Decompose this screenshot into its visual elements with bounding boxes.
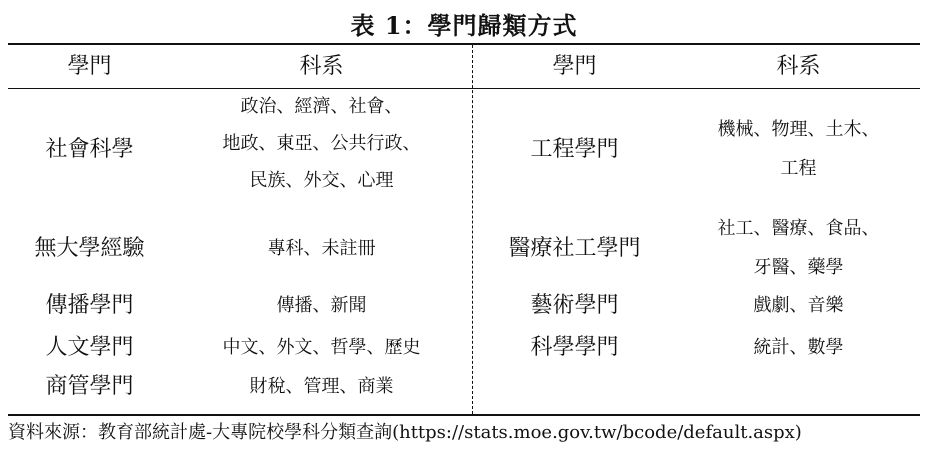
department-line: 專科、未註冊 (267, 238, 376, 259)
department-line: 民族、外交、心理 (249, 170, 394, 191)
departments-social-science (171, 92, 472, 196)
department-line: 地政、東亞、公共行政、 (222, 133, 421, 154)
department-line: 戲劇、音樂 (753, 295, 844, 316)
table-title: 表 1：學門歸類方式 (350, 11, 578, 40)
departments-humanities (171, 333, 472, 363)
department-line: 政治、經濟、社會、 (240, 96, 403, 117)
departments-medical-social-work (677, 214, 920, 283)
header-departments-left: 科系 (299, 54, 344, 79)
departments-communication (171, 291, 472, 321)
department-line: 中文、外文、哲學、歷史 (222, 337, 421, 358)
category-engineering: 工程學門 (530, 137, 619, 162)
department-line: 工程 (780, 158, 817, 179)
category-business: 商管學門 (45, 374, 134, 399)
departments-arts (677, 291, 920, 321)
departments-no-university (171, 234, 472, 264)
source-note: 資料來源：教育部統計處-大專院校學科分類查詢(https://stats.moe.gov.tw/bcode/default.aspx) (8, 422, 802, 443)
header-departments-right: 科系 (776, 54, 821, 79)
header-category-right: 學門 (552, 54, 597, 79)
table-header-rule (8, 88, 920, 89)
department-line: 傳播、新聞 (276, 295, 367, 316)
department-line: 機械、物理、土木、 (717, 119, 880, 140)
category-humanities: 人文學門 (45, 335, 134, 360)
departments-business (171, 372, 472, 402)
category-science: 科學學門 (530, 335, 619, 360)
category-medical-social-work: 醫療社工學門 (508, 236, 641, 261)
department-line: 統計、數學 (753, 337, 844, 358)
category-social-science: 社會科學 (45, 137, 134, 162)
departments-engineering (677, 115, 920, 184)
department-line: 社工、醫療、食品、 (717, 218, 880, 239)
category-arts: 藝術學門 (530, 293, 619, 318)
department-line: 牙醫、藥學 (753, 257, 844, 278)
category-communication: 傳播學門 (45, 293, 134, 318)
category-no-university: 無大學經驗 (34, 236, 145, 261)
department-line: 財稅、管理、商業 (249, 376, 394, 397)
header-category-left: 學門 (67, 54, 112, 79)
departments-science (677, 333, 920, 363)
table-top-rule (8, 43, 920, 45)
table-bottom-rule (8, 414, 920, 416)
